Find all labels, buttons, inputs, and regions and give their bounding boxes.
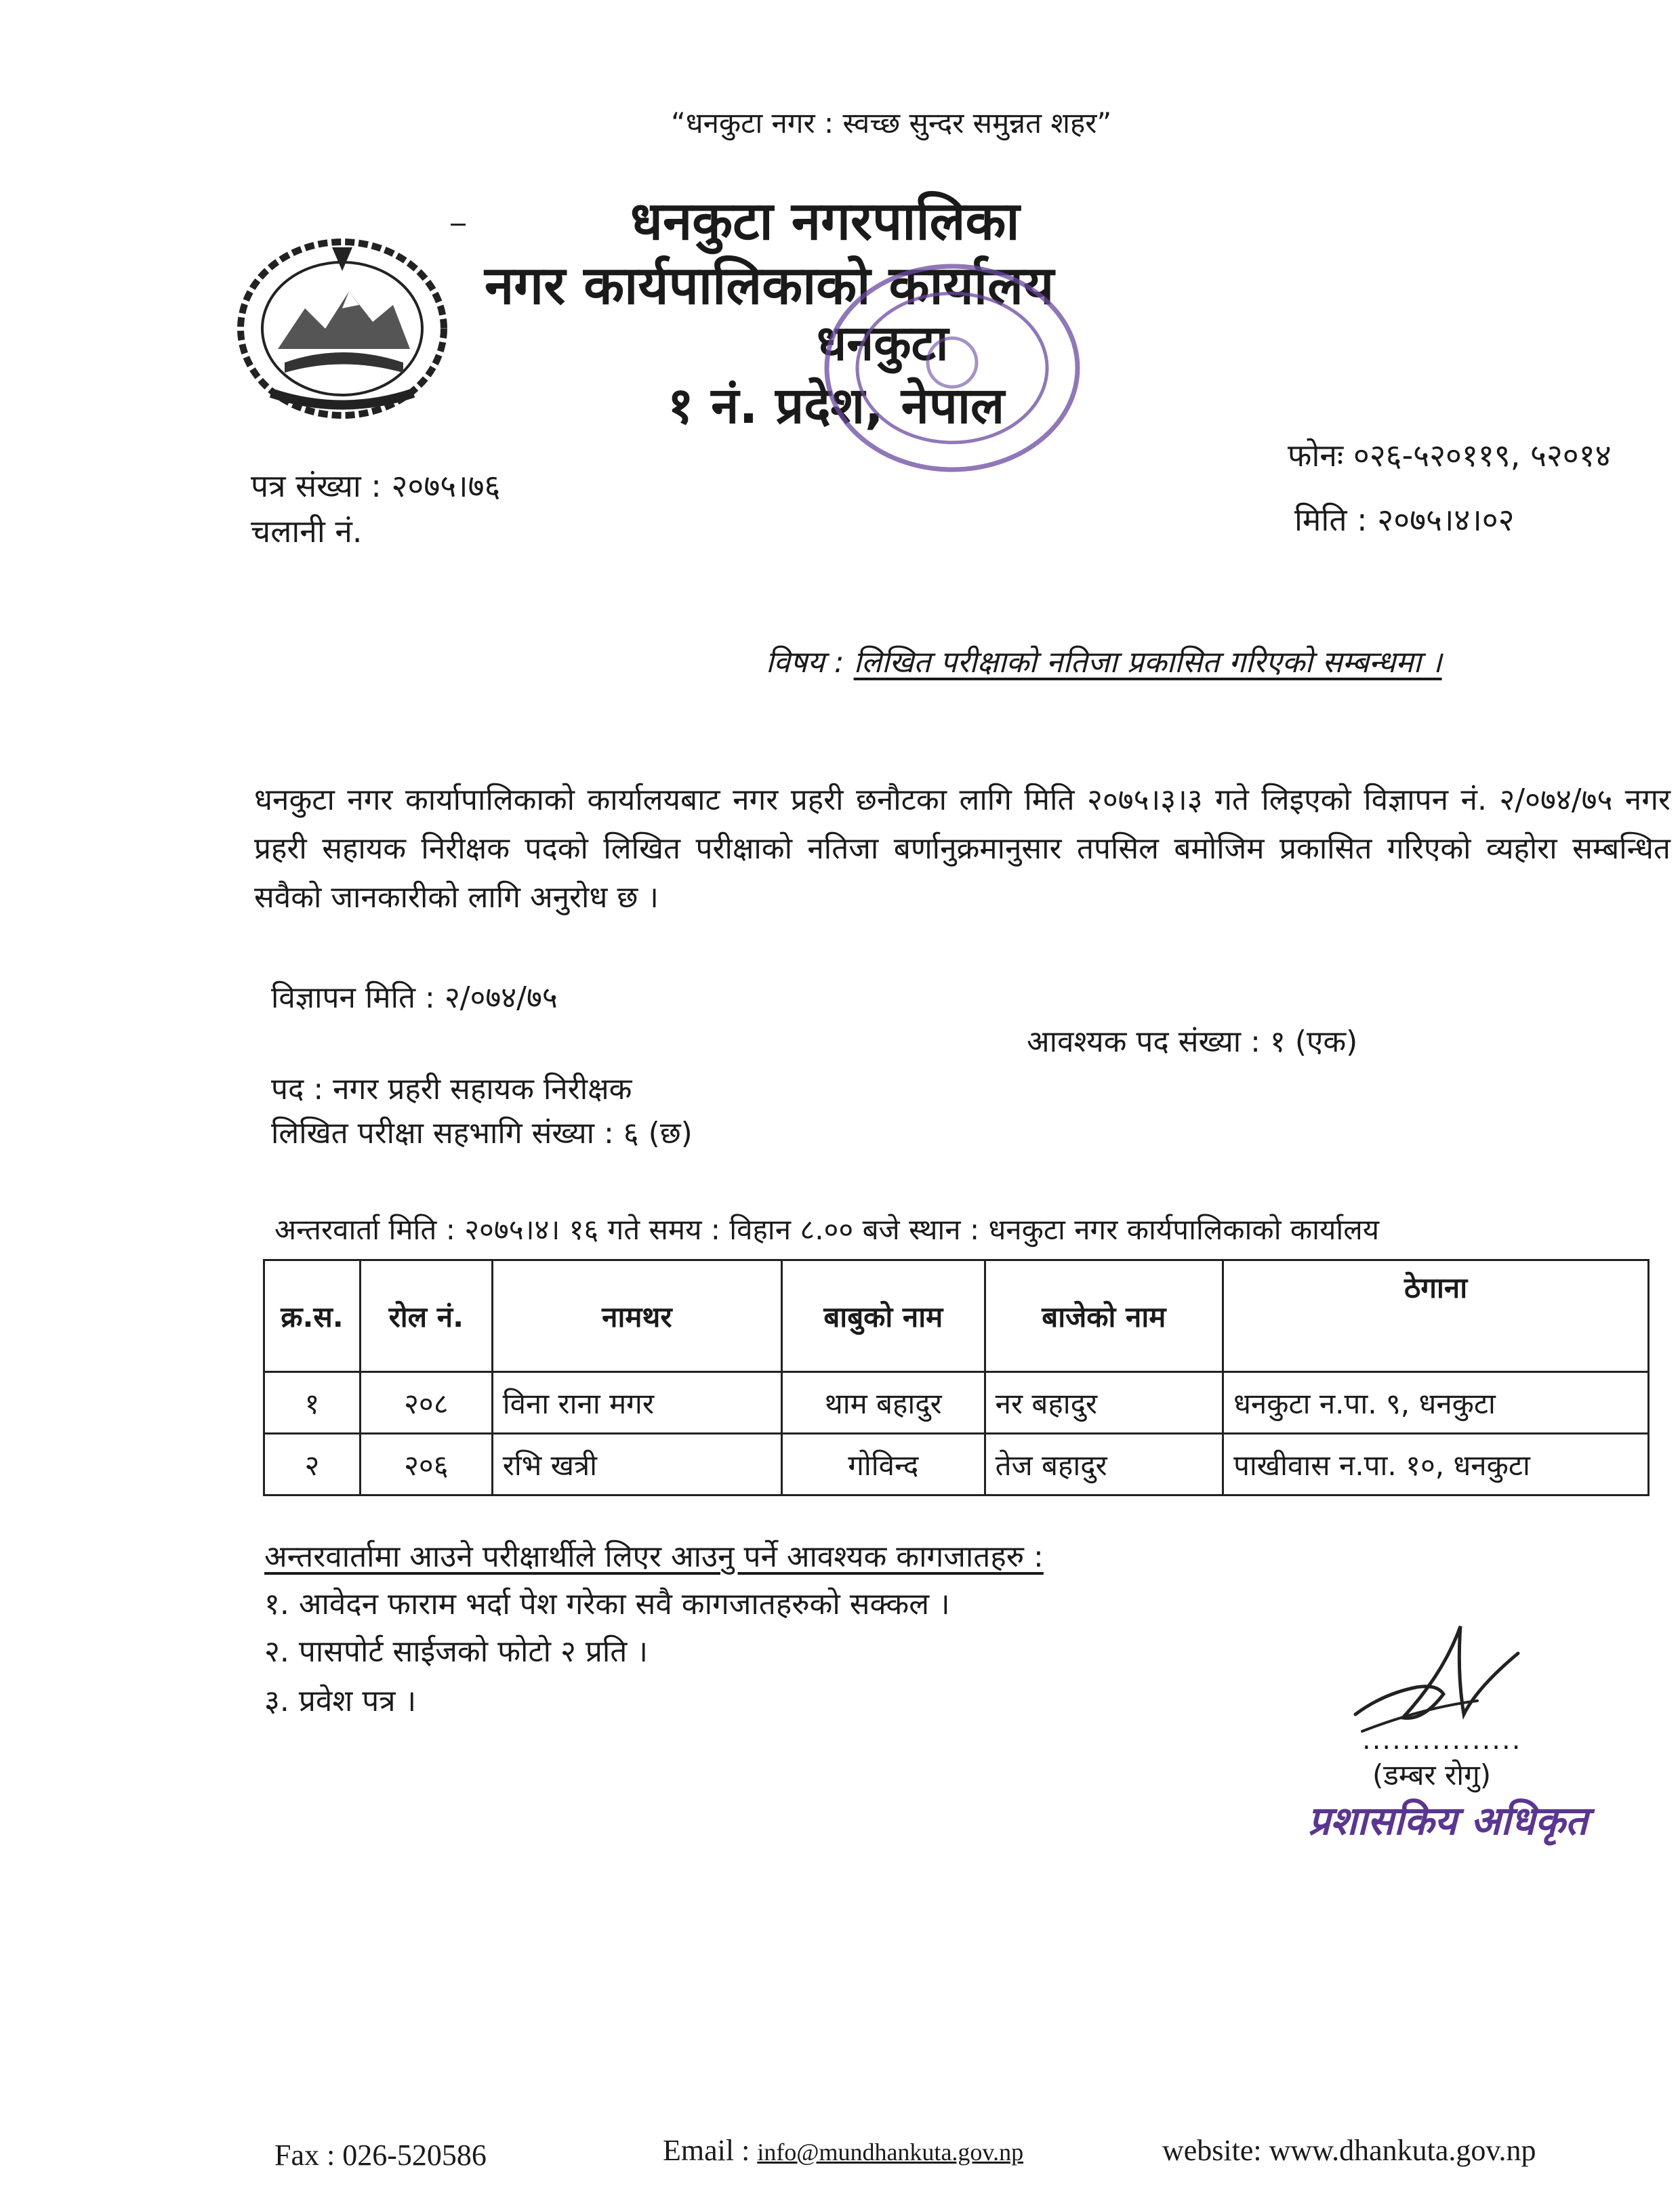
- body-paragraph: धनकुटा नगर कार्यापालिकाको कार्यालयबाट नगर प्रहरी छनौटका लागि मिति २०७५।३।३ गते लिइएको विज्ञापन नं. २/०७४/७५ नगर प्रहरी सहायक निरीक्षक पदको लिखित परीक्षाको नतिजा बर्णानुक्रमानुसार तपसिल बमोजिम प्रकासित गरिएको व्यहोरा सम्बन्धित सवैको जानकारीको लागि अनुरोध छ ।: [254, 783, 1671, 915]
- motto: “धनकुटा नगर : स्वच्छ सुन्दर समुन्नत शहर”: [671, 106, 1112, 140]
- footer-fax: Fax : 026-520586: [274, 2139, 487, 2172]
- table-row: [264, 1372, 1649, 1434]
- col-header-serial: क्र.स.: [264, 1260, 361, 1372]
- participant-count: लिखित परीक्षा सहभागि संख्या : ६ (छ): [271, 1116, 693, 1151]
- cell-address: धनकुटा न.पा. ९, धनकुटा: [1223, 1372, 1649, 1434]
- signatory-name: (डम्बर रोगु): [1372, 1758, 1492, 1792]
- footer-email-link[interactable]: info@mundhankuta.gov.np: [757, 2139, 1024, 2166]
- ad-date: विज्ञापन मिति : २/०७४/७५: [271, 981, 558, 1015]
- org-name-line4: १ नं. प्रदेश, नेपाल: [668, 377, 1005, 435]
- letter-date: मिति : २०७५।४।०२: [1294, 501, 1515, 538]
- col-header-name: नामथर: [492, 1260, 781, 1372]
- footer-email: [663, 2133, 1023, 2168]
- org-name-line3: धनकुटा: [817, 314, 949, 371]
- cell-grandfather: नर बहादुर: [985, 1372, 1223, 1434]
- dispatch-number: चलानी नं.: [251, 513, 363, 550]
- post-title: पद : नगर प्रहरी सहायक निरीक्षक: [271, 1072, 632, 1107]
- interview-details: अन्तरवार्ता मिति : २०७५।४। १६ गते समय : विहान ८.०० बजे स्थान : धनकुटा नगर कार्यपालिकाको कार्यालय: [274, 1213, 1380, 1246]
- org-name-line1: धनकुटा नगरपालिका: [630, 191, 1020, 252]
- results-table: [263, 1259, 1650, 1496]
- phone-number: फोनः ०२६-५२०११९, ५२०१४: [1288, 437, 1612, 474]
- footer-website[interactable]: website: www.dhankuta.gov.np: [1162, 2134, 1536, 2167]
- signature-dots: ................: [1362, 1725, 1522, 1756]
- cell-serial: १: [264, 1372, 361, 1434]
- document-item: २. पासपोर्ट साईजको फोटो २ प्रति ।: [264, 1634, 649, 1669]
- cell-roll: २०६: [360, 1434, 492, 1495]
- letter-number: पत्र संख्या : २०७५।७६: [251, 468, 501, 504]
- subject-label: विषय :: [766, 645, 844, 680]
- col-header-roll: रोल नं.: [360, 1260, 492, 1372]
- col-header-address: ठेगाना: [1223, 1260, 1649, 1372]
- required-posts: आवश्यक पद संख्या : १ (एक): [1027, 1025, 1358, 1059]
- signatory-title: प्रशासकिय अधिकृत: [1308, 1798, 1588, 1844]
- cell-name: विना राना मगर: [492, 1372, 781, 1434]
- col-header-grandfather: बाजेको नाम: [985, 1260, 1223, 1372]
- cell-grandfather: तेज बहादुर: [985, 1434, 1223, 1495]
- cell-address: पाखीवास न.पा. १०, धनकुटा: [1223, 1434, 1649, 1495]
- cell-serial: २: [264, 1434, 361, 1495]
- subject-line: [766, 640, 1442, 681]
- footer-email-label: Email :: [663, 2134, 758, 2167]
- nepal-emblem-icon: [230, 234, 454, 424]
- document-item: ३. प्रवेश पत्र ।: [264, 1684, 417, 1718]
- col-header-father: बाबुको नाम: [781, 1260, 985, 1372]
- documents-heading: अन्तरवार्तामा आउने परीक्षार्थीले लिएर आउनु पर्ने आवश्यक कागजातहरु :: [264, 1540, 1044, 1574]
- cell-father: गोविन्द: [781, 1434, 985, 1495]
- org-name-line2: नगर कार्यपालिकाको कार्यालय: [485, 255, 1054, 316]
- table-header-row: [264, 1260, 1649, 1372]
- subject-text: लिखित परीक्षाको नतिजा प्रकासित गरिएको सम्बन्धमा ।: [853, 645, 1442, 680]
- cell-name: रभि खत्री: [492, 1434, 781, 1495]
- cell-father: थाम बहादुर: [781, 1372, 985, 1434]
- office-stamp-icon: [817, 261, 1088, 474]
- cell-roll: २०८: [360, 1372, 492, 1434]
- document-item: १. आवेदन फाराम भर्दा पेश गरेका सवै कागजातहरुको सक्कल ।: [264, 1587, 950, 1622]
- divider: [451, 224, 466, 226]
- table-row: [264, 1434, 1649, 1495]
